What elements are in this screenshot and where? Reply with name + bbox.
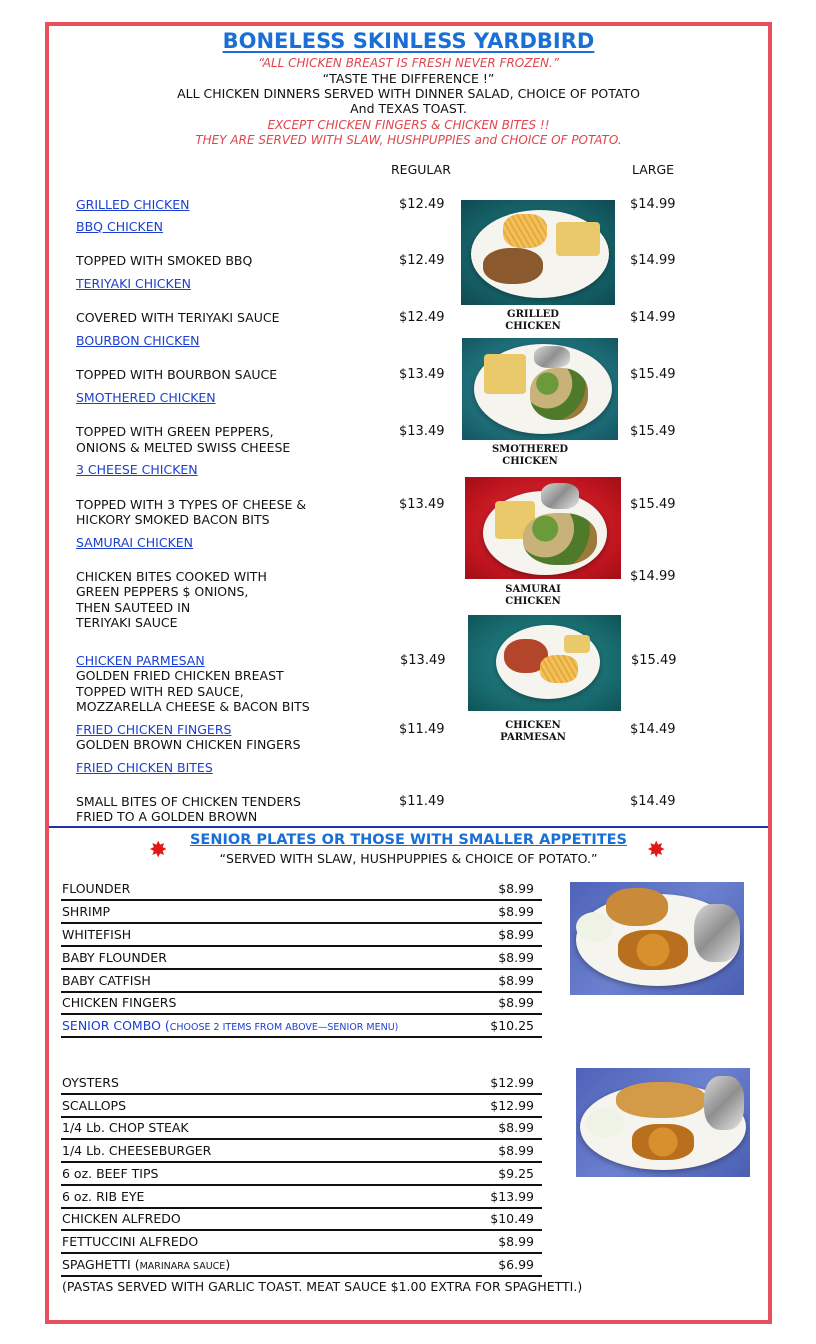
senior-item-price: $8.99 [498, 904, 534, 919]
chicken-parmesan-large-price: $15.49 [631, 653, 677, 668]
fried-chicken-bites-link[interactable]: FRIED CHICKEN BITES [76, 760, 213, 775]
smothered-chicken-desc-line-2: ONIONS & MELTED SWISS CHEESE [76, 440, 291, 455]
senior-combo-label[interactable]: SENIOR COMBO (CHOOSE 2 ITEMS FROM ABOVE—SENIOR MENU) [62, 1018, 399, 1033]
menu-item-row [61, 1096, 542, 1118]
menu-item-row [61, 1164, 542, 1186]
left-star-icon: ✸ [149, 838, 168, 863]
fried-chicken-bites-desc-line-1: SMALL BITES OF CHICKEN TENDERS [76, 794, 301, 809]
pasta-footnote: (PASTAS SERVED WITH GARLIC TOAST. MEAT SAUCE $1.00 EXTRA FOR SPAGHETTI.) [62, 1279, 583, 1294]
senior-item-row [61, 879, 542, 901]
senior-item-price: $8.99 [498, 881, 534, 896]
three-cheese-chicken-desc-line-1: TOPPED WITH 3 TYPES OF CHEESE & [76, 497, 307, 512]
teriyaki-chicken-regular-price: $12.49 [399, 310, 445, 325]
chicken-parmesan-desc-line-3: MOZZARELLA CHEESE & BACON BITS [76, 699, 310, 714]
senior-item-row [61, 971, 542, 993]
samurai-chicken-desc-line-3: THEN SAUTEED IN [76, 600, 191, 615]
grilled-chicken-regular-price: $12.49 [399, 197, 445, 212]
menu-item-name: OYSTERS [62, 1075, 119, 1090]
fresh-note: “ALL CHICKEN BREAST IS FRESH NEVER FROZEN.” [257, 56, 560, 70]
fried-chicken-fingers-regular-price: $11.49 [399, 722, 445, 737]
smothered-chicken-photo [462, 338, 618, 440]
menu-item-name: SCALLOPS [62, 1098, 127, 1113]
samurai-chicken-link[interactable]: SAMURAI CHICKEN [76, 535, 194, 550]
fried-chicken-bites-desc-line-2: FRIED TO A GOLDEN BROWN [76, 809, 258, 824]
senior-plate-photo [570, 882, 744, 995]
chicken-parmesan-link[interactable]: CHICKEN PARMESAN [76, 653, 205, 668]
senior-combo-price: $10.25 [490, 1018, 534, 1033]
bbq-chicken-desc: TOPPED WITH SMOKED BBQ [76, 253, 253, 268]
except-line-1: EXCEPT CHICKEN FINGERS & CHICKEN BITES !! [267, 118, 550, 132]
samurai-chicken-desc-line-4: TERIYAKI SAUCE [76, 615, 178, 630]
menu-item-price: $12.99 [490, 1075, 534, 1090]
chicken-parmesan-photo [468, 615, 621, 711]
three-cheese-chicken-regular-price: $13.49 [399, 497, 445, 512]
chicken-parmesan-caption: CHICKEN PARMESAN [500, 720, 566, 743]
senior-item-row [61, 993, 542, 1015]
menu-item-row [61, 1187, 542, 1209]
chicken-parmesan-desc-line-1: GOLDEN FRIED CHICKEN BREAST [76, 668, 284, 683]
fried-chicken-bites-large-price: $14.49 [630, 794, 676, 809]
teriyaki-chicken-desc: COVERED WITH TERIYAKI SAUCE [76, 310, 280, 325]
samurai-chicken-large-price: $14.99 [630, 569, 676, 584]
bbq-chicken-link[interactable]: BBQ CHICKEN [76, 219, 163, 234]
samurai-chicken-desc-line-1: CHICKEN BITES COOKED WITH [76, 569, 267, 584]
menu-item-name: SPAGHETTI (MARINARA SAUCE) [62, 1257, 231, 1272]
bourbon-chicken-large-price: $15.49 [630, 367, 676, 382]
senior-section-title: SENIOR PLATES OR THOSE WITH SMALLER APPETITES [189, 832, 628, 848]
senior-item-name: SHRIMP [62, 904, 111, 919]
smothered-chicken-large-price: $15.49 [630, 424, 676, 439]
menu-item-name: FETTUCCINI ALFREDO [62, 1234, 199, 1249]
senior-item-name: CHICKEN FINGERS [62, 995, 177, 1010]
senior-item-row [61, 925, 542, 947]
smothered-chicken-caption: SMOTHERED CHICKEN [491, 444, 569, 467]
bourbon-chicken-regular-price: $13.49 [399, 367, 445, 382]
menu-item-price: $10.49 [490, 1211, 534, 1226]
three-cheese-chicken-link[interactable]: 3 CHEESE CHICKEN [76, 462, 198, 477]
senior-item-name: WHITEFISH [62, 927, 132, 942]
taste-note: “TASTE THE DIFFERENCE !” [322, 71, 495, 86]
grilled-chicken-photo [461, 200, 615, 305]
menu-item-row [61, 1209, 542, 1231]
senior-item-name: BABY CATFISH [62, 973, 151, 988]
senior-item-name: FLOUNDER [62, 881, 131, 896]
fried-chicken-fingers-desc: GOLDEN BROWN CHICKEN FINGERS [76, 737, 301, 752]
teriyaki-chicken-link[interactable]: TERIYAKI CHICKEN [76, 276, 191, 291]
menu-item-row [61, 1141, 542, 1163]
senior-item-row [61, 948, 542, 970]
senior-section-subtitle: “SERVED WITH SLAW, HUSHPUPPIES & CHOICE OF POTATO.” [219, 851, 598, 866]
regular-column-header: REGULAR [391, 162, 451, 177]
grilled-chicken-link[interactable]: GRILLED CHICKEN [76, 197, 190, 212]
menu-item-name: 6 oz. RIB EYE [62, 1189, 145, 1204]
menu-item-name: 1/4 Lb. CHEESEBURGER [62, 1143, 212, 1158]
menu-item-price: $8.99 [498, 1143, 534, 1158]
samurai-chicken-desc-line-2: GREEN PEPPERS $ ONIONS, [76, 584, 249, 599]
fried-chicken-fingers-large-price: $14.49 [630, 722, 676, 737]
menu-item-price: $6.99 [498, 1257, 534, 1272]
bbq-chicken-regular-price: $12.49 [399, 253, 445, 268]
menu-item-name: 6 oz. BEEF TIPS [62, 1166, 159, 1181]
senior-item-name: BABY FLOUNDER [62, 950, 167, 965]
menu-item-price: $8.99 [498, 1234, 534, 1249]
fried-chicken-fingers-link[interactable]: FRIED CHICKEN FINGERS [76, 722, 232, 737]
smothered-chicken-regular-price: $13.49 [399, 424, 445, 439]
senior-item-price: $8.99 [498, 927, 534, 942]
bourbon-chicken-link[interactable]: BOURBON CHICKEN [76, 333, 200, 348]
menu-title: BONELESS SKINLESS YARDBIRD [222, 29, 595, 53]
menu-item-price: $13.99 [490, 1189, 534, 1204]
smothered-chicken-desc-line-1: TOPPED WITH GREEN PEPPERS, [76, 424, 274, 439]
except-line-2: THEY ARE SERVED WITH SLAW, HUSHPUPPIES and CHOICE OF POTATO. [195, 133, 622, 147]
menu-item-row [61, 1232, 542, 1254]
grilled-chicken-large-price: $14.99 [630, 197, 676, 212]
section-divider [49, 826, 768, 828]
menu-item-name: 1/4 Lb. CHOP STEAK [62, 1120, 189, 1135]
smothered-chicken-link[interactable]: SMOTHERED CHICKEN [76, 390, 216, 405]
bourbon-chicken-desc: TOPPED WITH BOURBON SAUCE [76, 367, 278, 382]
menu-item-name: CHICKEN ALFREDO [62, 1211, 181, 1226]
samurai-chicken-photo [465, 477, 621, 579]
three-cheese-chicken-desc-line-2: HICKORY SMOKED BACON BITS [76, 512, 270, 527]
menu-item-row [61, 1073, 542, 1095]
senior-item-price: $8.99 [498, 950, 534, 965]
bbq-chicken-large-price: $14.99 [630, 253, 676, 268]
menu-item-price: $9.25 [498, 1166, 534, 1181]
served-line-1: ALL CHICKEN DINNERS SERVED WITH DINNER SALAD, CHOICE OF POTATO [177, 86, 640, 101]
senior-item-price: $8.99 [498, 973, 534, 988]
senior-item-row [61, 902, 542, 924]
large-column-header: LARGE [632, 162, 675, 177]
menu-item-price: $8.99 [498, 1120, 534, 1135]
chicken-parmesan-desc-line-2: TOPPED WITH RED SAUCE, [76, 684, 244, 699]
fish-plate-photo [576, 1068, 750, 1177]
three-cheese-chicken-large-price: $15.49 [630, 497, 676, 512]
fried-chicken-bites-regular-price: $11.49 [399, 794, 445, 809]
samurai-chicken-caption: SAMURAI CHICKEN [505, 584, 561, 607]
menu-item-row [61, 1255, 542, 1277]
served-line-2: And TEXAS TOAST. [350, 101, 467, 116]
senior-item-price: $8.99 [498, 995, 534, 1010]
menu-item-row [61, 1118, 542, 1140]
senior-combo-row[interactable] [61, 1016, 542, 1038]
grilled-chicken-caption: GRILLED CHICKEN [505, 309, 561, 332]
chicken-parmesan-regular-price: $13.49 [400, 653, 446, 668]
menu-item-price: $12.99 [490, 1098, 534, 1113]
right-star-icon: ✸ [647, 838, 666, 863]
teriyaki-chicken-large-price: $14.99 [630, 310, 676, 325]
